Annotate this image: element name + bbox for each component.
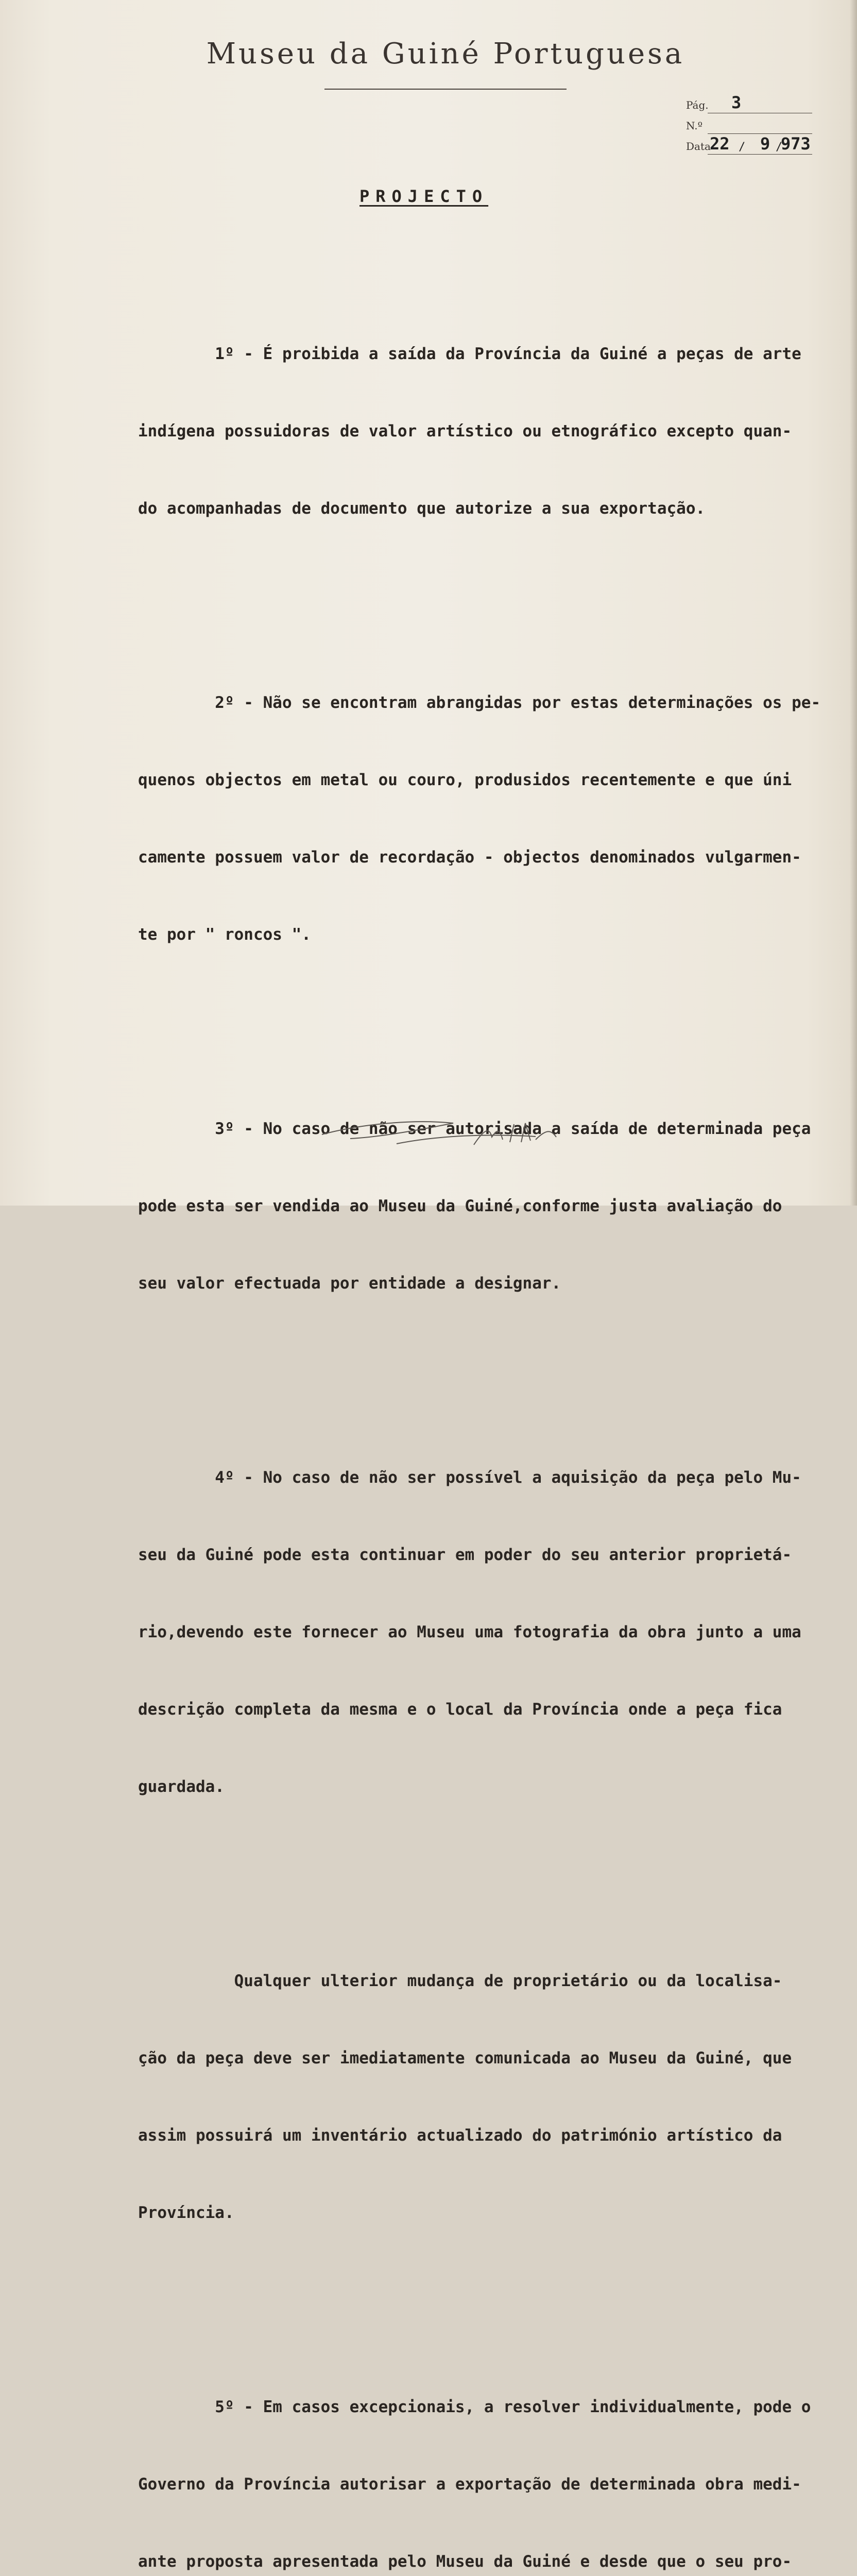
paragraph-4 bbox=[138, 1413, 849, 1851]
text-line: ante proposta apresentada pelo Museu da Guiné e desde que o seu pro- bbox=[138, 2552, 792, 2571]
paragraph-6 bbox=[138, 2343, 849, 2576]
page-edge-shadow bbox=[850, 0, 857, 1206]
text-line: pode esta ser vendida ao Museu da Guiné,conforme justa avaliação do bbox=[138, 1197, 782, 1215]
text-line: 3º - No caso de não ser autorisada a saída de determinada peça bbox=[138, 1120, 811, 1138]
paragraph-3 bbox=[138, 1064, 849, 1348]
letterhead-rule bbox=[324, 89, 567, 90]
document-body bbox=[138, 238, 849, 2576]
meta-number-label: N.º bbox=[686, 120, 702, 132]
text-line: camente possuem valor de recordação - objectos denominados vulgarmen- bbox=[138, 848, 801, 867]
text-line: 2º - Não se encontram abrangidas por estas determinações os pe- bbox=[138, 693, 821, 712]
meta-date-day: 22 bbox=[710, 134, 730, 154]
text-line: seu da Guiné pode esta continuar em poder do seu anterior proprietá- bbox=[138, 1546, 792, 1564]
text-line: ção da peça deve ser imediatamente comunicada ao Museu da Guiné, que bbox=[138, 2049, 792, 2067]
text-line: 4º - No caso de não ser possível a aquisição da peça pelo Mu- bbox=[138, 1468, 801, 1487]
text-line: descrição completa da mesma e o local da Província onde a peça fica bbox=[138, 1700, 782, 1719]
text-line: assim possuirá um inventário actualizado do património artístico da bbox=[138, 2126, 782, 2145]
text-line: Qualquer ulterior mudança de proprietário ou da localisa- bbox=[138, 1972, 782, 1990]
meta-date-label: Data bbox=[686, 140, 711, 152]
meta-page-field bbox=[686, 94, 812, 114]
meta-date-line bbox=[708, 154, 812, 155]
text-line: indígena possuidoras de valor artístico ou etnográfico excepto quan- bbox=[138, 422, 792, 440]
letterhead-title: Museu da Guiné Portuguesa bbox=[206, 37, 685, 71]
meta-date-year: 973 bbox=[781, 134, 811, 154]
paragraph-5 bbox=[138, 1917, 849, 2277]
text-line: quenos objectos em metal ou couro, produsidos recentemente e que úni bbox=[138, 771, 792, 789]
paragraph-1 bbox=[138, 290, 849, 573]
meta-date-field bbox=[686, 135, 812, 156]
text-line: 1º - É proibida a saída da Província da Guiné a peças de arte bbox=[138, 345, 801, 363]
text-line: rio,devendo este fornecer ao Museu uma fotografia da obra junto a uma bbox=[138, 1623, 801, 1641]
meta-date-sep1: / bbox=[739, 141, 746, 154]
text-line: te por " roncos ". bbox=[138, 925, 311, 944]
text-line: 5º - Em casos excepcionais, a resolver individualmente, pode o bbox=[138, 2398, 811, 2416]
text-line: Governo da Província autorisar a exportação de determinada obra medi- bbox=[138, 2475, 801, 2494]
text-line: guardada. bbox=[138, 1777, 225, 1796]
text-line: do acompanhadas de documento que autorize a sua exportação. bbox=[138, 499, 706, 518]
meta-page-label: Pág. bbox=[686, 99, 709, 111]
meta-page-value: 3 bbox=[731, 93, 742, 112]
meta-date-month: 9 bbox=[760, 134, 770, 154]
text-line: seu valor efectuada por entidade a designar. bbox=[138, 1274, 561, 1293]
text-line: Província. bbox=[138, 2204, 234, 2222]
document-title: PROJECTO bbox=[359, 187, 489, 206]
paragraph-2 bbox=[138, 638, 849, 999]
meta-date-sep2: / bbox=[776, 141, 783, 154]
signature-stroke bbox=[319, 1114, 608, 1160]
meta-number-field bbox=[686, 114, 812, 135]
